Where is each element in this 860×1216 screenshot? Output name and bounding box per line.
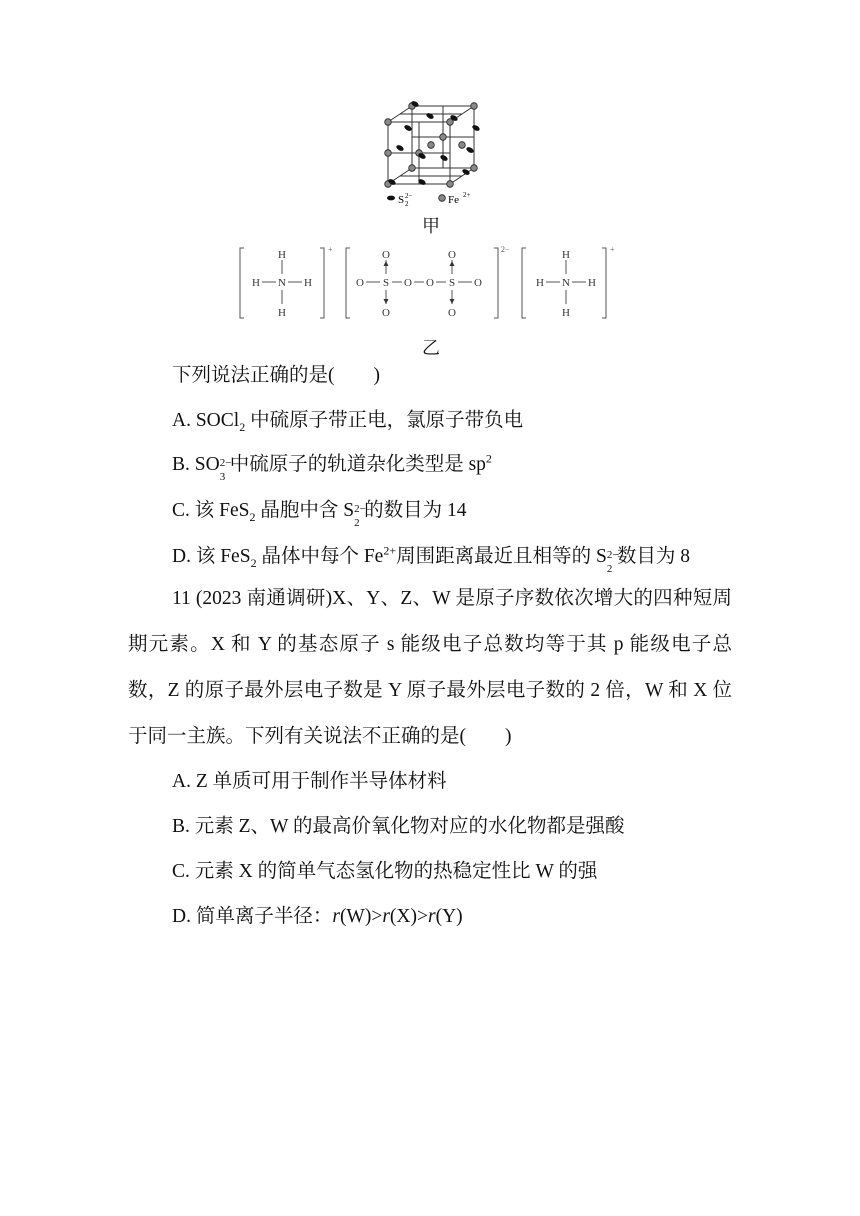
fes2-unit-cell-figure bbox=[378, 98, 488, 210]
nh4-right-charge: + bbox=[610, 245, 615, 254]
svg-text:H: H bbox=[304, 277, 312, 289]
svg-text:H: H bbox=[562, 249, 570, 261]
q11-option-c: C. 元素 X 的简单气态氢化物的热稳定性比 W 的强 bbox=[172, 861, 598, 882]
q10-option-a: A. SOCl$_2$ 中硫原子带正电，氯原子带负电 bbox=[172, 410, 524, 434]
svg-text:H: H bbox=[562, 307, 570, 319]
svg-text:O: O bbox=[404, 277, 412, 289]
svg-text:S: S bbox=[382, 277, 390, 289]
legend-s22-label: S bbox=[398, 194, 405, 206]
s22-legend-marker bbox=[387, 196, 395, 201]
svg-text:H: H bbox=[278, 249, 286, 261]
q11-stem: 11 (2023 南通调研)X、Y、Z、W 是原子序数依次增大的四种短周期元素。X 和 Y 的基态原子 s 能级电子总数均等于其 p 能级电子总数，Z 的原子最外层电子数是 Y 原子最外层电子数的 2 倍，W 和 X 位于同一主族。下列有关说法不正确的是( ) bbox=[128, 588, 732, 747]
q10-option-c: C. 该 FeS$_2$ 晶胞中含 S 2− 2 的数目为 14 bbox=[172, 500, 467, 529]
figure-yi-caption: 乙 bbox=[422, 338, 440, 359]
svg-text:2: 2 bbox=[405, 200, 409, 208]
svg-text:2−: 2− bbox=[405, 192, 413, 200]
fe-legend-marker bbox=[439, 195, 446, 202]
q10-stem: 下列说法正确的是( ) bbox=[172, 365, 380, 386]
svg-text:S: S bbox=[448, 277, 456, 289]
svg-text:H: H bbox=[536, 277, 544, 289]
figure-jia-caption: 甲 bbox=[422, 216, 440, 237]
svg-text:N: N bbox=[562, 277, 570, 289]
q11-option-a: A. Z 单质可用于制作半导体材料 bbox=[172, 771, 447, 792]
q11-option-b: B. 元素 Z、W 的最高价氧化物对应的水化物都是强酸 bbox=[172, 816, 625, 837]
ammonium-persulfate-structure-figure bbox=[236, 242, 628, 324]
svg-text:N: N bbox=[278, 277, 286, 289]
svg-text:O: O bbox=[426, 277, 434, 289]
svg-text:H: H bbox=[278, 307, 286, 319]
svg-text:O: O bbox=[382, 307, 390, 319]
nh4-left-charge: + bbox=[328, 245, 333, 254]
q10-option-b: B. SO 2− 3 中硫原子的轨道杂化类型是 $sp^2$ bbox=[172, 451, 492, 483]
svg-text:O: O bbox=[356, 277, 364, 289]
svg-text:O: O bbox=[448, 307, 456, 319]
svg-text:O: O bbox=[448, 249, 456, 261]
svg-text:H: H bbox=[588, 277, 596, 289]
svg-text:H: H bbox=[252, 277, 260, 289]
svg-text:O: O bbox=[474, 277, 482, 289]
q10-option-d: D. 该 FeS$_2$ 晶体中每个 $Fe^{2+}$周围距离最近且相等的 S 2− 2 数目为 8 bbox=[172, 543, 690, 575]
legend-fe-charge: 2+ bbox=[463, 191, 471, 199]
persulfate-charge: 2− bbox=[501, 245, 510, 254]
q11-option-d: D. 简单离子半径：r(W)>r(X)>r(Y) bbox=[172, 906, 463, 927]
svg-text:O: O bbox=[382, 249, 390, 261]
legend-fe-label: Fe bbox=[448, 194, 459, 206]
